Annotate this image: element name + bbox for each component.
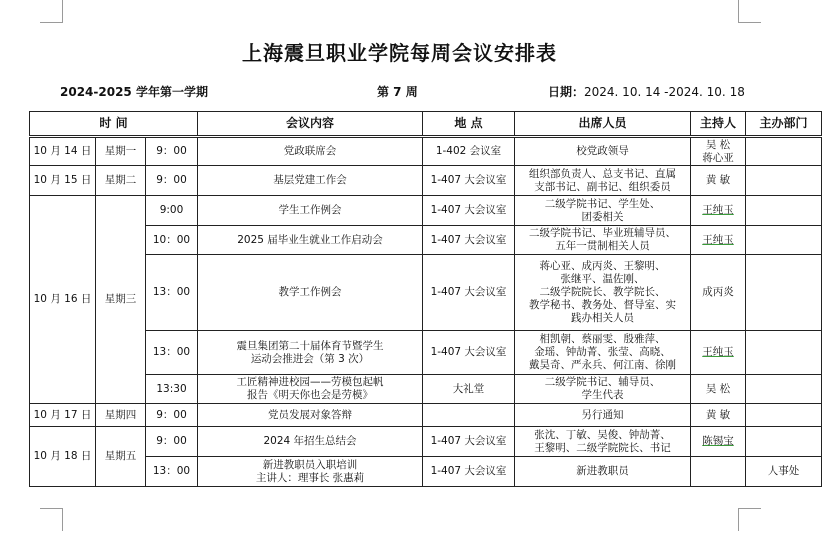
time-cell: 9：00: [146, 427, 198, 457]
date-cell: 10 月 15 日: [30, 166, 96, 196]
attendees-cell: 二级学院书记、毕业班辅导员、 五年一贯制相关人员: [515, 226, 691, 255]
header-content: 会议内容: [198, 112, 423, 137]
time-cell: 9：00: [146, 166, 198, 196]
dept-cell: [746, 331, 822, 375]
attendees-cell: 二级学院书记、辅导员、 学生代表: [515, 375, 691, 404]
crop-mark-top-left: [40, 0, 63, 23]
time-cell: 9：00: [146, 404, 198, 427]
time-cell: 9:00: [146, 196, 198, 226]
weekday-cell: 星期二: [96, 166, 146, 196]
content-cell: 2024 年招生总结会: [198, 427, 423, 457]
table-row: [30, 457, 822, 487]
week-label: 第 7 周: [377, 85, 418, 99]
dept-cell: [746, 427, 822, 457]
table-row: [30, 196, 822, 226]
header-dept: 主办部门: [746, 112, 822, 137]
table-row: [30, 226, 822, 255]
content-cell: 党员发展对象答辩: [198, 404, 423, 427]
date-cell: 10 月 18 日: [30, 427, 96, 487]
content-cell: 2025 届毕业生就业工作启动会: [198, 226, 423, 255]
host-cell: 王纯玉: [691, 331, 746, 375]
host-cell: 吴 松 蒋心亚: [691, 137, 746, 166]
attendees-cell: 校党政领导: [515, 137, 691, 166]
dept-cell: [746, 137, 822, 166]
host-cell: 王纯玉: [691, 226, 746, 255]
meeting-schedule-table: [29, 111, 822, 487]
place-cell: 1-407 大会议室: [423, 255, 515, 331]
dept-cell: [746, 255, 822, 331]
attendees-cell: 相凯朝、蔡丽雯、殷雅萍、 金瑶、钟劼菁、张莹、高晓、 戴昊奇、严永兵、何江南、徐刚: [515, 331, 691, 375]
table-row: [30, 427, 822, 457]
time-cell: 13：00: [146, 331, 198, 375]
table-row: [30, 255, 822, 331]
dept-cell: 人事处: [746, 457, 822, 487]
date-range: [548, 83, 745, 100]
table-header-row: [30, 112, 822, 137]
date-cell: 10 月 16 日: [30, 196, 96, 404]
header-attendees: 出席人员: [515, 112, 691, 137]
place-cell: 1-407 大会议室: [423, 166, 515, 196]
header-place: 地 点: [423, 112, 515, 137]
dept-cell: [746, 196, 822, 226]
content-cell: 基层党建工作会: [198, 166, 423, 196]
attendees-cell: 新进教职员: [515, 457, 691, 487]
date-range-value: 2024. 10. 14 -2024. 10. 18: [584, 85, 745, 99]
host-cell: 黄 敏: [691, 166, 746, 196]
attendees-cell: 组织部负责人、总支书记、直属 支部书记、副书记、组织委员: [515, 166, 691, 196]
crop-mark-bottom-left: [40, 508, 63, 531]
page-title: 上海震旦职业学院每周会议安排表: [242, 41, 557, 65]
header-time: 时 间: [30, 112, 198, 137]
time-cell: 13：00: [146, 457, 198, 487]
weekday-cell: 星期四: [96, 404, 146, 427]
dept-cell: [746, 226, 822, 255]
term-label: 2024-2025 学年第一学期: [60, 85, 208, 99]
place-cell: 1-407 大会议室: [423, 457, 515, 487]
time-cell: 13:30: [146, 375, 198, 404]
time-cell: 13：00: [146, 255, 198, 331]
host-cell: 吴 松: [691, 375, 746, 404]
place-cell: 1-407 大会议室: [423, 196, 515, 226]
table-row: [30, 331, 822, 375]
content-cell: 新进教职员入职培训 主讲人：理事长 张惠莉: [198, 457, 423, 487]
date-label: 日期：: [548, 85, 585, 99]
time-cell: 10：00: [146, 226, 198, 255]
attendees-cell: 张沈、丁敏、吴俊、钟劼菁、 王黎明、二级学院院长、书记: [515, 427, 691, 457]
weekday-cell: 星期三: [96, 196, 146, 404]
table-row: [30, 375, 822, 404]
place-cell: [423, 404, 515, 427]
content-cell: 学生工作例会: [198, 196, 423, 226]
host-cell: 陈锡宝: [691, 427, 746, 457]
attendees-cell: 蒋心亚、成丙炎、王黎明、 张继平、温佐刚、 二级学院院长、教学院长、 教学秘书、教务处、督导室、实 践办相关人员: [515, 255, 691, 331]
place-cell: 1-402 会议室: [423, 137, 515, 166]
table-row: [30, 137, 822, 166]
content-cell: 工匠精神进校园——劳模包起帆 报告《明天你也会是劳模》: [198, 375, 423, 404]
weekday-cell: 星期一: [96, 137, 146, 166]
place-cell: 1-407 大会议室: [423, 226, 515, 255]
crop-mark-top-right: [738, 0, 761, 23]
host-cell: [691, 457, 746, 487]
table-row: [30, 166, 822, 196]
attendees-cell: 二级学院书记、学生处、 团委相关: [515, 196, 691, 226]
header-host: 主持人: [691, 112, 746, 137]
date-cell: 10 月 17 日: [30, 404, 96, 427]
attendees-cell: 另行通知: [515, 404, 691, 427]
dept-cell: [746, 166, 822, 196]
content-cell: 党政联席会: [198, 137, 423, 166]
host-cell: 成丙炎: [691, 255, 746, 331]
host-cell: 王纯玉: [691, 196, 746, 226]
date-cell: 10 月 14 日: [30, 137, 96, 166]
time-cell: 9：00: [146, 137, 198, 166]
weekday-cell: 星期五: [96, 427, 146, 487]
content-cell: 教学工作例会: [198, 255, 423, 331]
place-cell: 大礼堂: [423, 375, 515, 404]
dept-cell: [746, 404, 822, 427]
place-cell: 1-407 大会议室: [423, 427, 515, 457]
table-row: [30, 404, 822, 427]
host-cell: 黄 敏: [691, 404, 746, 427]
content-cell: 震旦集团第二十届体育节暨学生 运动会推进会（第 3 次）: [198, 331, 423, 375]
dept-cell: [746, 375, 822, 404]
crop-mark-bottom-right: [738, 508, 761, 531]
place-cell: 1-407 大会议室: [423, 331, 515, 375]
